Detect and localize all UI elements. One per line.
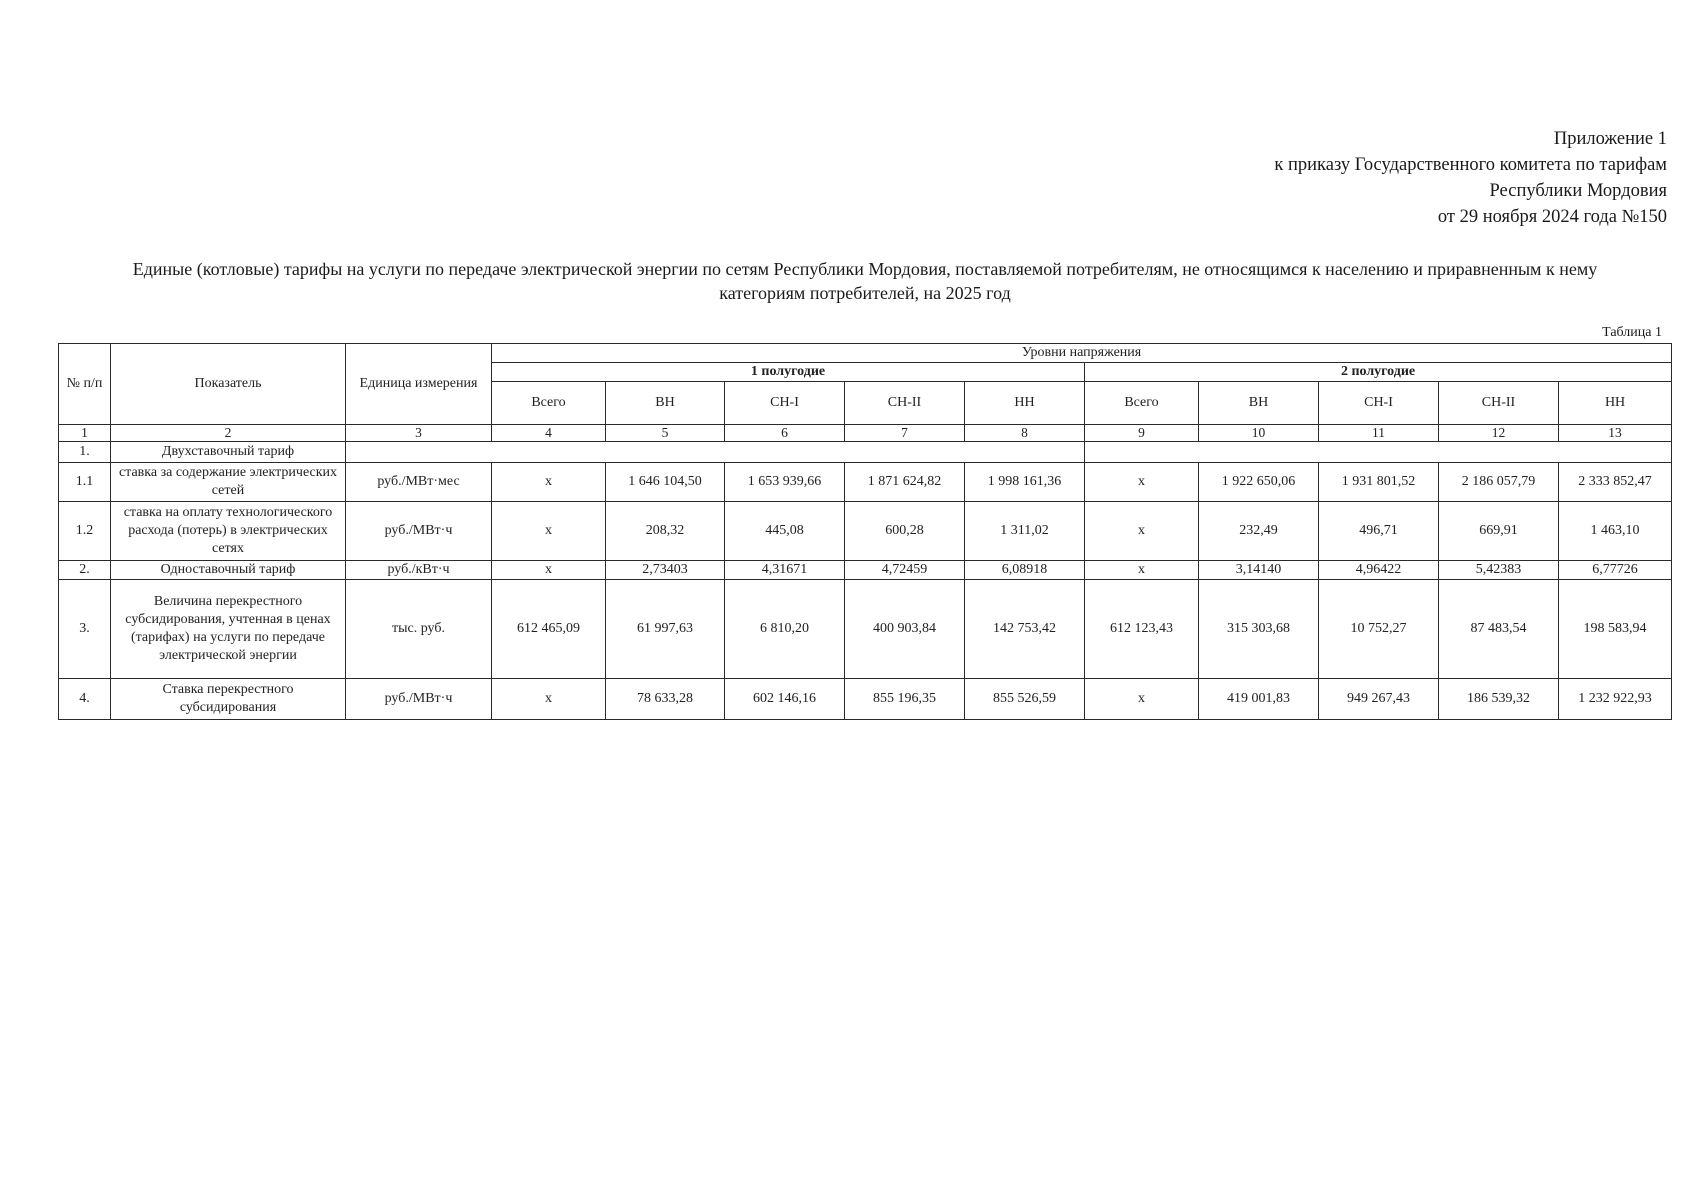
row-value: 445,08 <box>725 502 845 561</box>
header-half-1: 1 полугодие <box>492 363 1085 382</box>
row-value: 669,91 <box>1439 502 1559 561</box>
row-value: 612 123,43 <box>1085 580 1199 679</box>
row-unit: руб./МВт·ч <box>346 502 492 561</box>
column-number: 6 <box>725 425 845 442</box>
column-number: 13 <box>1559 425 1672 442</box>
row-value: 232,49 <box>1199 502 1319 561</box>
row-unit: руб./МВт·мес <box>346 463 492 502</box>
table-row <box>59 502 1672 561</box>
header-col-h2-sn1: СН-I <box>1319 382 1439 425</box>
header-num: № п/п <box>59 344 111 425</box>
row-num: 2. <box>59 561 111 580</box>
row-value: х <box>492 561 606 580</box>
row-value: 1 998 161,36 <box>965 463 1085 502</box>
header-col-h1-nn: НН <box>965 382 1085 425</box>
header-col-h1-sn1: СН-I <box>725 382 845 425</box>
header-indicator: Показатель <box>111 344 346 425</box>
row-value: 1 922 650,06 <box>1199 463 1319 502</box>
row-value: 2,73403 <box>606 561 725 580</box>
row-empty-cell <box>346 442 1085 463</box>
column-number: 8 <box>965 425 1085 442</box>
appendix-line-1: Приложение 1 <box>1553 129 1667 149</box>
row-unit: руб./кВт·ч <box>346 561 492 580</box>
row-value: х <box>1085 502 1199 561</box>
row-num: 1.1 <box>59 463 111 502</box>
row-value: х <box>1085 463 1199 502</box>
row-value: 61 997,63 <box>606 580 725 679</box>
column-number: 2 <box>111 425 346 442</box>
row-value: 78 633,28 <box>606 679 725 720</box>
row-value: 198 583,94 <box>1559 580 1672 679</box>
row-value: 3,14140 <box>1199 561 1319 580</box>
row-value: 602 146,16 <box>725 679 845 720</box>
row-value: х <box>492 463 606 502</box>
column-number: 11 <box>1319 425 1439 442</box>
row-value: х <box>492 679 606 720</box>
row-num: 4. <box>59 679 111 720</box>
appendix-line-3: Республики Мордовия <box>1489 181 1667 201</box>
header-col-h2-sn2: СН-II <box>1439 382 1559 425</box>
column-number-row <box>59 425 1672 442</box>
row-empty-cell <box>1085 442 1672 463</box>
row-unit: руб./МВт·ч <box>346 679 492 720</box>
table-row <box>59 561 1672 580</box>
row-value: 142 753,42 <box>965 580 1085 679</box>
table-row <box>59 463 1672 502</box>
column-number: 9 <box>1085 425 1199 442</box>
row-value: 400 903,84 <box>845 580 965 679</box>
tariff-table <box>58 343 1672 720</box>
row-value: 208,32 <box>606 502 725 561</box>
row-value: х <box>492 502 606 561</box>
table-label: Таблица 1 <box>1602 325 1662 340</box>
row-value: 600,28 <box>845 502 965 561</box>
row-value: 315 303,68 <box>1199 580 1319 679</box>
row-indicator: Величина перекрестного субсидирования, учтенная в ценах (тарифах) на услуги по передаче электрической энергии <box>111 580 346 679</box>
row-value: 496,71 <box>1319 502 1439 561</box>
row-num: 1. <box>59 442 111 463</box>
row-value: 4,31671 <box>725 561 845 580</box>
row-value: 1 653 939,66 <box>725 463 845 502</box>
document-title-line-2: категориям потребителей, на 2025 год <box>719 283 1011 303</box>
header-half-2: 2 полугодие <box>1085 363 1672 382</box>
row-num: 3. <box>59 580 111 679</box>
row-indicator: Ставка перекрестного субсидирования <box>111 679 346 720</box>
row-value: 1 232 922,93 <box>1559 679 1672 720</box>
header-col-h2-total: Всего <box>1085 382 1199 425</box>
appendix-line-2: к приказу Государственного комитета по тарифам <box>1274 155 1667 175</box>
row-value: 87 483,54 <box>1439 580 1559 679</box>
table-row <box>59 442 1672 463</box>
column-number: 1 <box>59 425 111 442</box>
row-value: 6,08918 <box>965 561 1085 580</box>
row-value: х <box>1085 679 1199 720</box>
row-indicator: ставка на оплату технологического расхода (потерь) в электрических сетях <box>111 502 346 561</box>
row-value: 186 539,32 <box>1439 679 1559 720</box>
row-value: 6,77726 <box>1559 561 1672 580</box>
header-col-h1-total: Всего <box>492 382 606 425</box>
header-col-h1-vn: ВН <box>606 382 725 425</box>
row-value: 2 333 852,47 <box>1559 463 1672 502</box>
row-unit: тыс. руб. <box>346 580 492 679</box>
row-value: 4,96422 <box>1319 561 1439 580</box>
table-row <box>59 580 1672 679</box>
row-value: 949 267,43 <box>1319 679 1439 720</box>
row-value: 612 465,09 <box>492 580 606 679</box>
column-number: 7 <box>845 425 965 442</box>
header-unit: Единица измерения <box>346 344 492 425</box>
header-row-levels <box>59 344 1672 363</box>
row-value: 10 752,27 <box>1319 580 1439 679</box>
row-num: 1.2 <box>59 502 111 561</box>
column-number: 10 <box>1199 425 1319 442</box>
table-row <box>59 679 1672 720</box>
row-value: 855 526,59 <box>965 679 1085 720</box>
header-col-h2-nn: НН <box>1559 382 1672 425</box>
row-value: 6 810,20 <box>725 580 845 679</box>
appendix-line-4: от 29 ноября 2024 года №150 <box>1437 207 1667 227</box>
row-value: 855 196,35 <box>845 679 965 720</box>
row-value: 1 931 801,52 <box>1319 463 1439 502</box>
row-value: 1 311,02 <box>965 502 1085 561</box>
column-number: 4 <box>492 425 606 442</box>
row-value: х <box>1085 561 1199 580</box>
row-indicator: Двухставочный тариф <box>111 442 346 463</box>
row-value: 5,42383 <box>1439 561 1559 580</box>
document-title <box>70 257 1660 305</box>
row-indicator: ставка за содержание электрических сетей <box>111 463 346 502</box>
appendix-block <box>1274 126 1667 230</box>
row-value: 4,72459 <box>845 561 965 580</box>
row-value: 1 646 104,50 <box>606 463 725 502</box>
header-voltage-levels: Уровни напряжения <box>492 344 1672 363</box>
row-indicator: Одноставочный тариф <box>111 561 346 580</box>
document-title-line-1: Единые (котловые) тарифы на услуги по передаче электрической энергии по сетям Республики Мордовия, поставляемой потребителям, не относящимся к населению и приравненным к нему <box>132 259 1598 279</box>
column-number: 3 <box>346 425 492 442</box>
row-value: 1 871 624,82 <box>845 463 965 502</box>
header-col-h1-sn2: СН-II <box>845 382 965 425</box>
column-number: 12 <box>1439 425 1559 442</box>
header-col-h2-vn: ВН <box>1199 382 1319 425</box>
column-number: 5 <box>606 425 725 442</box>
row-value: 1 463,10 <box>1559 502 1672 561</box>
row-value: 2 186 057,79 <box>1439 463 1559 502</box>
row-value: 419 001,83 <box>1199 679 1319 720</box>
